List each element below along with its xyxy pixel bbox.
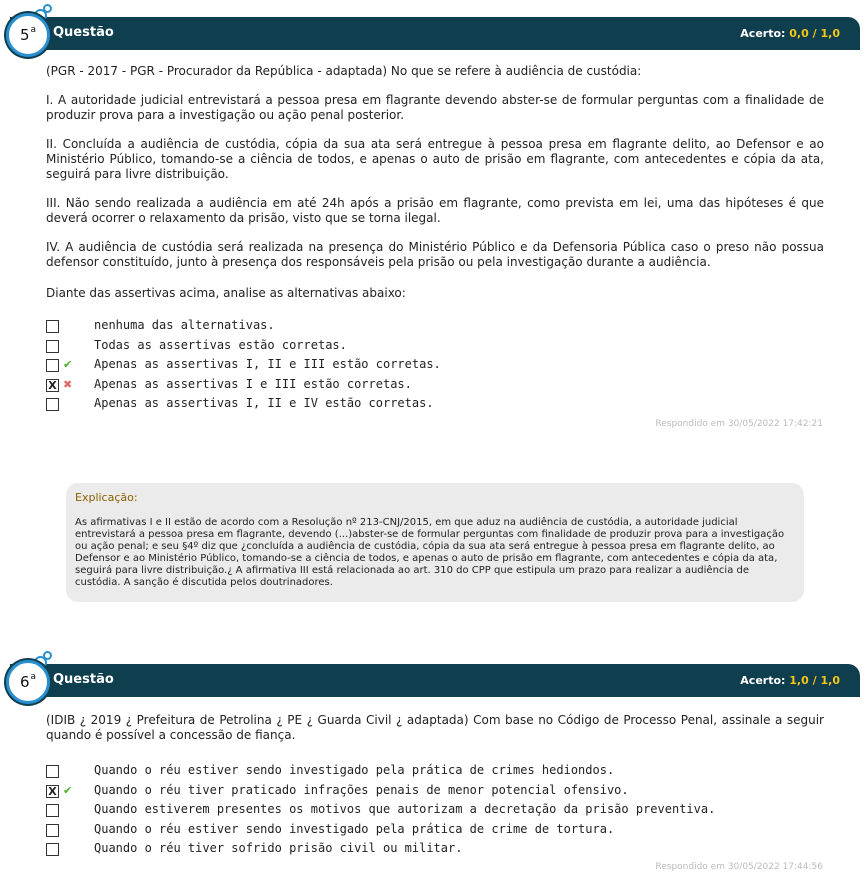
option-label: Quando o réu estiver sendo investigado pela prática de crime de tortura. [94,821,615,836]
option-checkbox[interactable] [46,765,59,778]
option-item[interactable] [46,783,826,803]
question-prompt: Diante das assertivas acima, analise as alternativas abaixo: [46,286,406,300]
option-label: Apenas as assertivas I, II e IV estão corretas. [94,396,434,410]
option-label: Quando o réu estiver sendo investigado pela prática de crimes hediondos. [94,763,615,777]
option-checkbox[interactable] [46,398,59,411]
explanation-text: As afirmativas I e II estão de acordo com a Resolução nº 213-CNJ/2015, em que aduz na audiência de custódia, a autoridade judicial entrevistará a pessoa presa em flagrante, devendo (...)abster-se de formular perguntas com finalidade de produzir prova para a investigação ou ação penal; e seu §4º diz que ¿concluída a audiência de custódia, cópia da sua ata será entregue à pessoa presa em flagrante delito, ao Defensor e ao Ministério Público, tomando-se a ciência de todos, e apenas o auto de prisão em flagrante, com antecedentes e cópia da ata, seguirá para livre distribuição.¿ A afirmativa III está relacionada ao art. 310 do CPP que estipula um prazo para realizar a audiência de custódia. A sanção é discutida pelos doutrinadores. [75,517,785,588]
option-item[interactable] [46,822,826,842]
question-number-badge: 5 $^a$ [6,13,50,57]
options-list [46,763,826,861]
option-item[interactable] [46,396,826,416]
option-label: Quando o réu tiver praticado infrações penais de menor potencial ofensivo. [94,782,629,797]
option-item[interactable] [46,763,826,783]
explanation-title: Explicação: [75,491,138,504]
question-6-header [10,664,860,697]
option-label: Apenas as assertivas I e III estão corretas. [94,376,412,391]
question-title: Questão [53,25,114,40]
option-checkbox[interactable] [46,320,59,333]
bubble-decoration [43,4,52,13]
option-label: Apenas as assertivas I, II e III estão corretas. [94,357,441,371]
option-checkbox[interactable] [46,824,59,837]
option-item[interactable] [46,338,826,358]
question-score: Acerto: 0,0 / 1,0 [740,27,840,40]
question-title: Questão [53,672,114,687]
option-checkbox[interactable] [46,359,59,372]
option-item[interactable] [46,357,826,377]
explanation-box [66,483,804,602]
option-checkbox-checked[interactable]: X [46,379,59,392]
assertion-3: III. Não sendo realizada a audiência em até 24h após a prisão em flagrante, como prevista em lei, uma das hipóteses é que deverá ocorrer o relaxamento da prisão, visto que se torna ilegal. [46,196,824,225]
assertion-2: II. Concluída a audiência de custódia, cópia da sua ata será entregue à pessoa presa em flagrante delito, ao Defensor e ao Ministério Público, tomando-se a ciência de todos, e apenas o auto de prisão em flagrante, com antecedentes e cópia da ata, seguirá para livre distribuição. [46,137,824,181]
assertion-1: I. A autoridade judicial entrevistará a pessoa presa em flagrante devendo abster-se de formular perguntas com a finalidade de produzir prova para a investigação ou ação penal posterior. [46,93,824,122]
options-list [46,318,826,416]
option-label: Quando estiverem presentes os motivos que autorizam a decretação da prisão preventiva. [94,802,716,816]
assertion-4: IV. A audiência de custódia será realizada na presença do Ministério Público e da Defensoria Pública caso o preso não possua defensor constituído, junto à presença dos responsáveis pela prisão ou pela investigação durante a audiência. [46,240,824,269]
bubble-decoration [43,651,52,660]
wrong-x-icon: ✖ [63,377,73,391]
option-label: Quando o réu tiver sofrido prisão civil ou militar. [94,841,463,855]
option-checkbox[interactable] [46,843,59,856]
option-label: nenhuma das alternativas. [94,318,275,332]
option-label: Todas as assertivas estão corretas. [94,337,347,352]
question-score: Acerto: 1,0 / 1,0 [740,674,840,687]
option-item[interactable] [46,841,826,861]
correct-check-icon: ✔ [63,783,73,797]
option-checkbox[interactable] [46,804,59,817]
question-statement: (PGR - 2017 - PGR - Procurador da República - adaptada) No que se refere à audiência de custódia: [46,64,642,78]
question-number-badge: 6 $^a$ [6,660,50,704]
answered-timestamp: Respondido em 30/05/2022 17:42:21 [655,419,823,429]
option-item[interactable] [46,802,826,822]
option-item[interactable] [46,377,826,397]
correct-check-icon: ✔ [63,358,73,371]
question-statement: (IDIB ¿ 2019 ¿ Prefeitura de Petrolina ¿ PE ¿ Guarda Civil ¿ adaptada) Com base no Código de Processo Penal, assinale a seguir quando é possível a concessão de fiança. [46,713,824,742]
option-item[interactable] [46,318,826,338]
option-checkbox[interactable] [46,340,59,353]
answered-timestamp: Respondido em 30/05/2022 17:44:56 [655,862,823,872]
question-5-header [10,17,860,50]
option-checkbox-checked[interactable]: X [46,785,59,798]
